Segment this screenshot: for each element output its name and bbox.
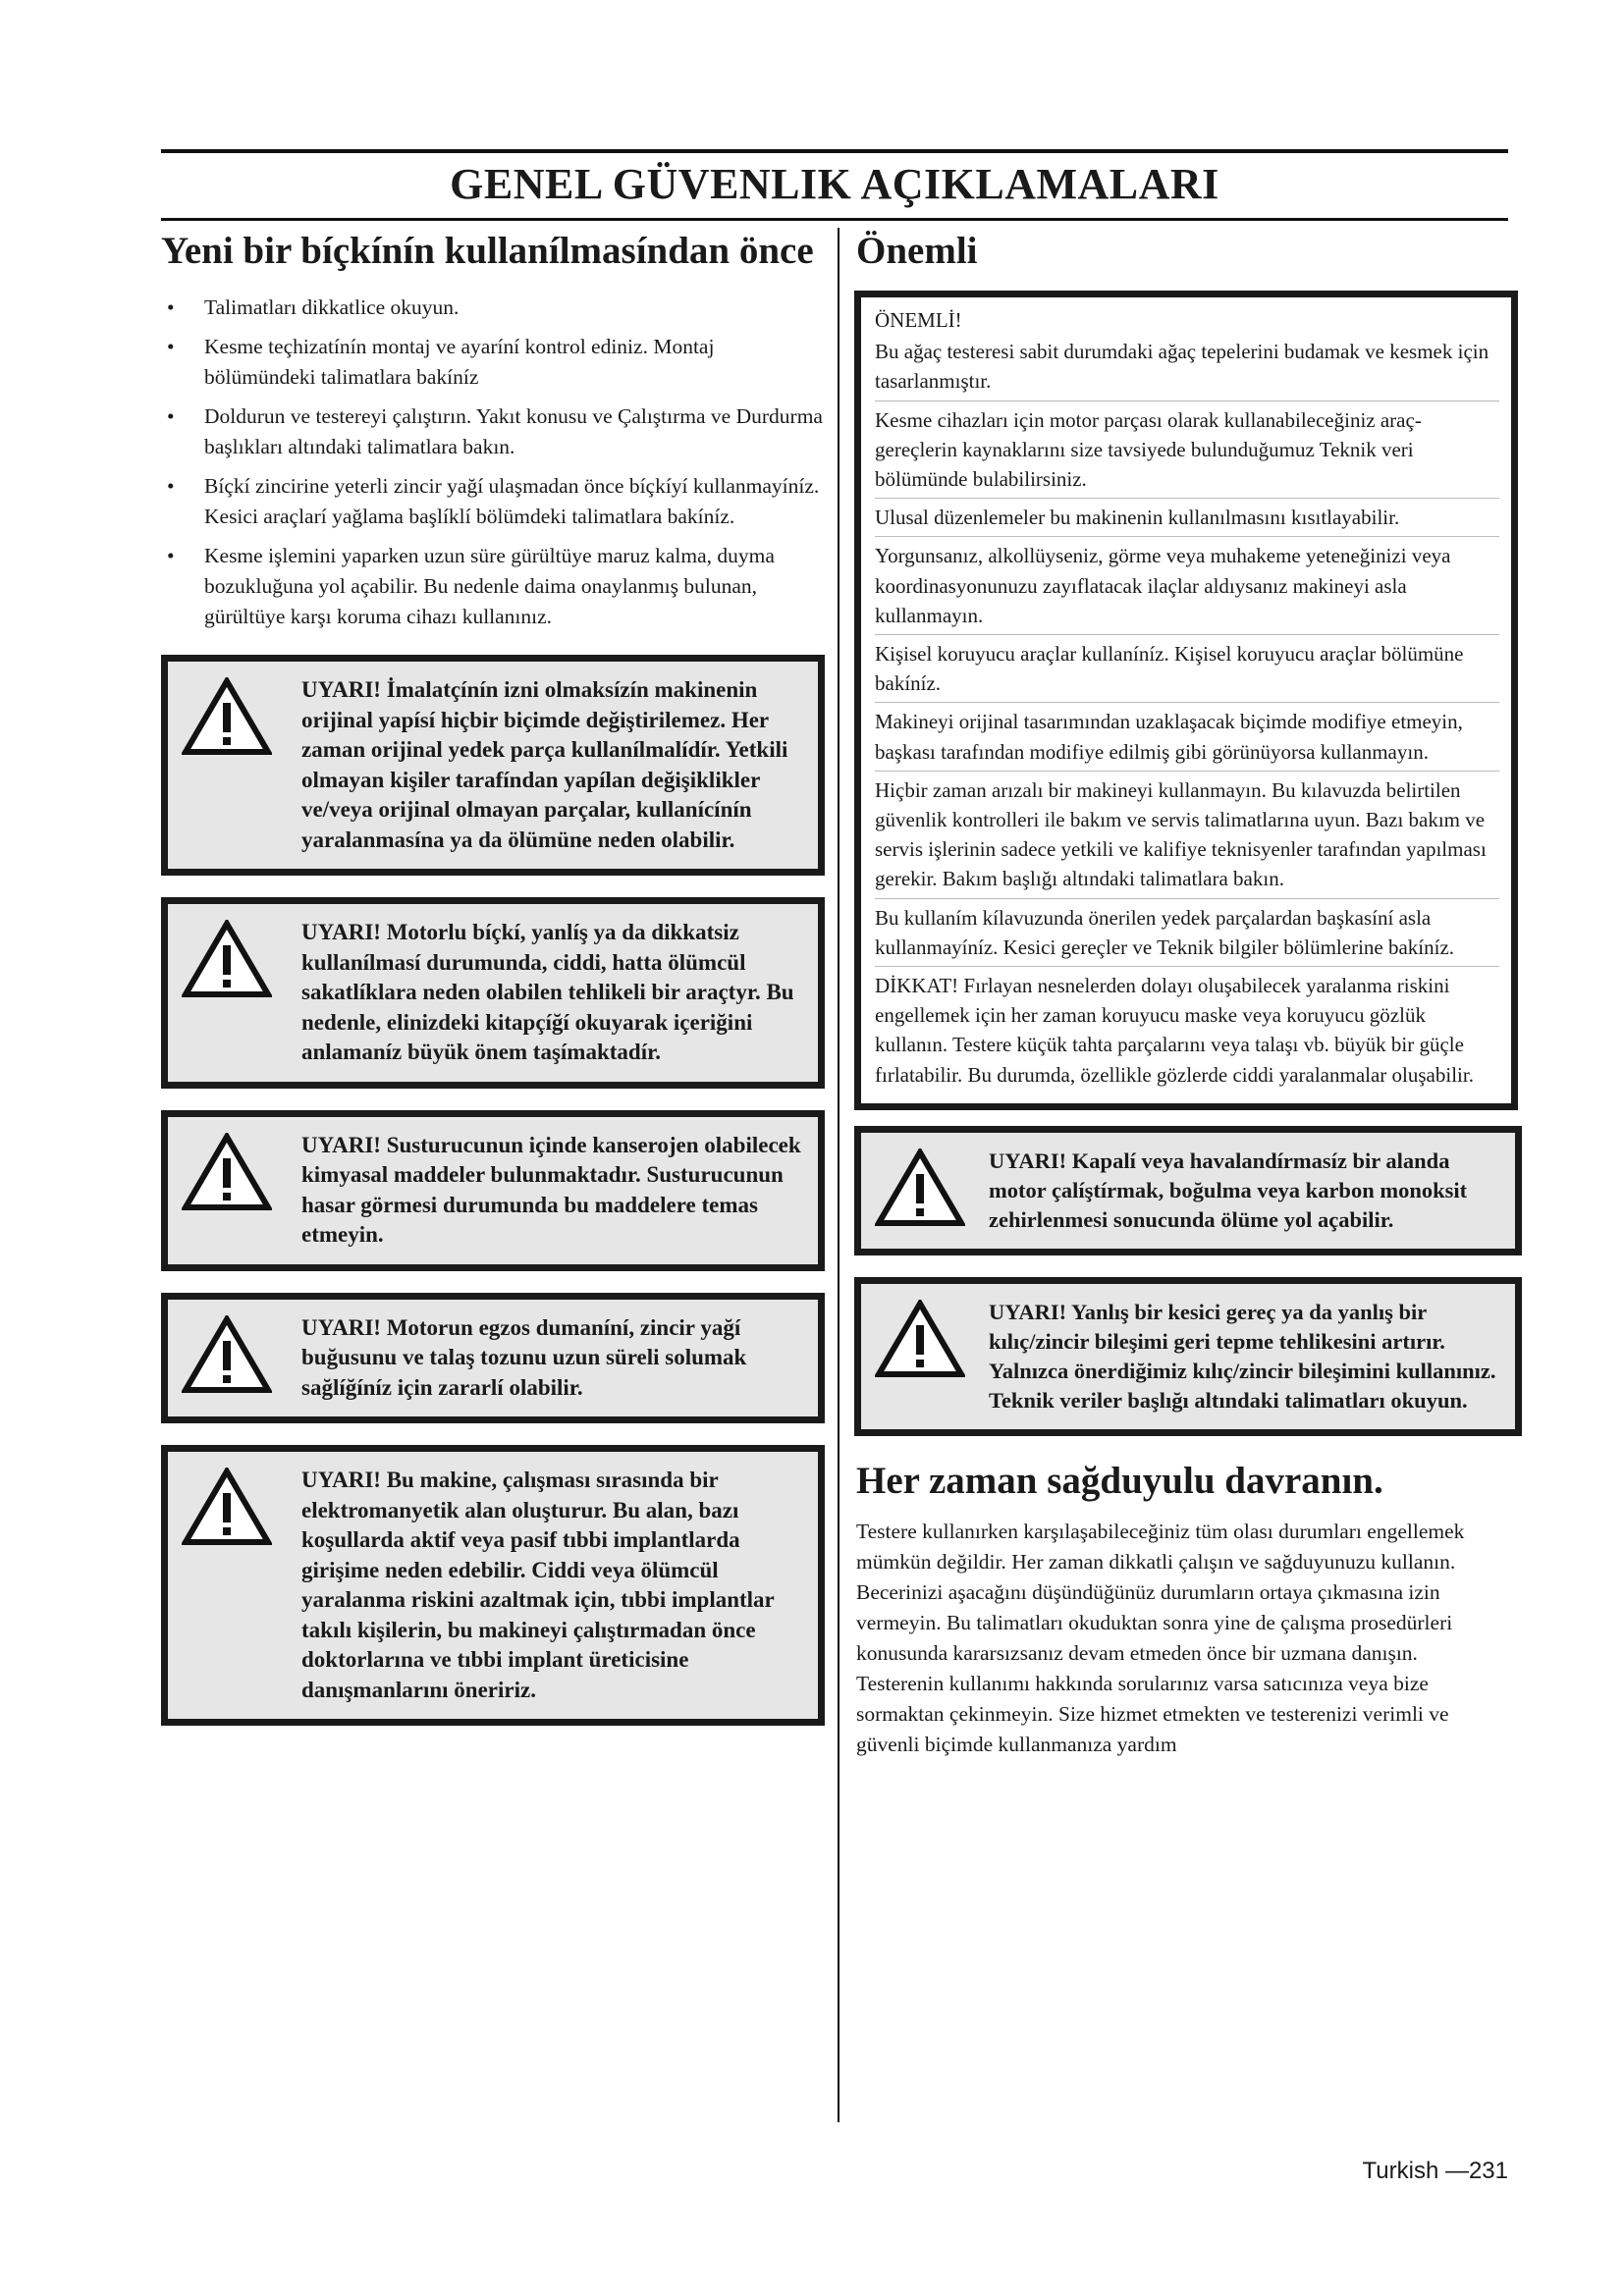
right-column [856,228,1508,1760]
important-paragraph: Bu ağaç testeresi sabit durumdaki ağaç tepelerini budamak ve kesmek için tasarlanmıştır. [875,337,1499,400]
list-item-text: Talimatları dikkatlice okuyun. [204,295,460,319]
important-paragraph: Ulusal düzenlemeler bu makinenin kullanılmasını kısıtlayabilir. [875,503,1499,537]
list-item [161,401,825,462]
important-paragraph: Makineyi orijinal tasarımından uzaklaşacak biçimde modifiye etmeyin, başkası tarafından modifiye edilmiş gibi görünüyorsa kullanmayın. [875,707,1499,771]
warning-box [161,1293,825,1424]
page-footer: Turkish —231 [1362,2158,1508,2184]
list-item-text: Kesme teçhizatínín montaj ve ayaríní kontrol ediniz. Montaj bölümündeki talimatlara bakíníz [204,335,715,389]
section-heading-important: Önemli [856,230,978,272]
bullet-icon: • [167,335,175,358]
title-rule [161,218,1508,221]
section-heading-before-use: Yeni bir bíçkínín kullanílmasíndan önce [161,230,814,272]
bullet-icon: • [167,295,175,319]
left-column [161,228,825,1747]
warning-text: UYARI! İmalatçínín izni olmaksízín makinenin orijinal yapísí hiçbir biçimde değiştirilemez. Her zaman orijinal yedek parça kullanílmalídír. Yetkili olmayan kişiler tarafíndan yapílan değişiklikler ve/veya orijinal olmayan parçalar, kullanícínín yaralanmasína ya da ölümüne neden olabilir. [301,677,788,852]
warning-box [161,655,825,876]
list-item-text: Kesme işlemini yaparken uzun süre gürültüye maruz kalma, duyma bozukluğuna yol açabilir. Bu nedenle daima onaylanmış bulunan, gürültüye karşı koruma cihazı kullanınız. [204,544,775,628]
column-divider [838,228,839,2122]
bullet-icon: • [167,544,175,567]
important-label: ÖNEMLİ! [875,308,962,332]
list-item [161,332,825,393]
warning-text: UYARI! Kapalí veya havalandírmasíz bir alanda motor çalíştírmak, boğulma veya karbon monoksit zehirlenmesi sonucunda ölüme yol açabilir. [989,1148,1468,1232]
warning-triangle-icon [182,1468,272,1546]
warning-text: UYARI! Motorun egzos dumaníní, zincir yağí buğusunu ve talaş tozunu uzun süreli solumak sağlíğíníz için zararlí olabilir. [301,1314,747,1400]
warning-triangle-icon [182,920,272,998]
important-paragraph: Hiçbir zaman arızalı bir makineyi kullanmayın. Bu kılavuzda belirtilen güvenlik kontrolleri ile bakım ve servis talimatlarına uyun. Bazı bakım ve servis işlerinin sadece yetkili ve kalifiye teknisyenler tarafından yapılması gerekir. Bakım başlığı altındaki talimatlara bakın. [875,775,1499,899]
important-paragraph: Bu kullaním kílavuzunda önerilen yedek parçalardan başkasíní asla kullanmayíníz. Kesici gereçler ve Teknik bilgiler bölümlerine bakíníz. [875,903,1499,967]
list-item-text: Bíçkí zincirine yeterli zincir yağí ulaşmadan önce bíçkíyí kullanmayíníz. Kesici araçlarí yağlama başlíklí bölümdeki talimatlara bakíníz. [204,474,820,528]
warning-text: UYARI! Susturucunun içinde kanserojen olabilecek kimyasal maddeler bulunmaktadır. Susturucunun hasar görmesi durumunda bu maddelere temas etmeyin. [301,1132,801,1247]
warning-triangle-icon [182,1133,272,1211]
warning-text: UYARI! Motorlu bíçkí, yanlíş ya da dikkatsiz kullanílmasí durumunda, ciddi, hatta ölümcül sakatlíklara neden olabilen tehlikeli bir araçtyr. Bu nedenle, elinizdeki kitapçíğí okuyarak içeriğini anlamaníz büyük önem taşímaktadír. [301,920,794,1064]
important-paragraph: DİKKAT! Fırlayan nesnelerden dolayı oluşabilecek yaralanma riskini engellemek için her zaman koruyucu maske veya koruyucu gözlük kullanın. Testere küçük tahta parçalarını veya talaşı vb. büyük bir güçle fırlatabilir. Bu durumda, özellikle gözlerde ciddi yaralanmalar oluşabilir. [875,974,1474,1087]
warning-triangle-icon [875,1148,965,1227]
warning-triangle-icon [182,677,272,756]
warning-box [161,1445,825,1726]
warning-triangle-icon [875,1300,965,1378]
top-rule [161,149,1508,153]
list-item [161,541,825,632]
warning-box [854,1126,1522,1255]
page-title: GENEL GÜVENLIK AÇIKLAMALARI [450,160,1219,208]
list-item-text: Doldurun ve testereyi çalıştırın. Yakıt konusu ve Çalıştırma ve Durdurma başlıkları altındaki talimatlara bakın. [204,404,823,458]
important-paragraph: Yorgunsanız, alkollüyseniz, görme veya muhakeme yeteneğinizi veya koordinasyonunuzu zayıflatacak ilaçlar aldıysanız makineyi asla kullanmayın. [875,541,1499,635]
warning-box [854,1277,1522,1436]
bullet-icon: • [167,404,175,428]
instruction-list [161,293,825,632]
bullet-icon: • [167,474,175,498]
common-sense-paragraph: Testere kullanırken karşılaşabileceğiniz tüm olası durumları engellemek mümkün değildir. Her zaman dikkatli çalışın ve sağduyunuzu kullanın. Becerinizi aşacağını düşündüğünüz durumların ortaya çıkmasına izin vermeyin. Bu talimatları okuduktan sonra yine de çalışma prosedürleri konusunda kararsızsanız devam etmeden önce bir uzmana danışın. Testerenin kullanımı hakkında sorularınız varsa satıcınıza veya bize sormaktan çekinmeyin. Size hizmet etmekten ve testerenizi verimli ve güvenli biçimde kullanmanıza yardım [856,1519,1465,1756]
list-item [161,471,825,532]
warning-box [161,897,825,1089]
section-heading-common-sense: Her zaman sağduyulu davranın. [856,1459,1383,1502]
important-paragraph: Kesme cihazları için motor parçası olarak kullanabileceğiniz araç-gereçlerin kaynaklarını size tavsiyede bulunduğumuz Teknik veri bölümünde bulabilirsiniz. [875,405,1499,500]
important-notice-box [854,291,1518,1110]
warning-triangle-icon [182,1315,272,1394]
important-paragraph: Kişisel koruyucu araçlar kullaníníz. Kişisel koruyucu araçlar bölümüne bakíníz. [875,639,1499,703]
warning-box [161,1110,825,1271]
warning-text: UYARI! Yanlış bir kesici gereç ya da yanlış bir kılıç/zincir bileşimi geri tepme tehlikesini artırır. Yalnızca önerdiğimiz kılıç/zincir bileşimini kullanınız. Teknik veriler başlığı altındaki talimatları okuyun. [989,1299,1496,1413]
list-item [161,293,825,323]
warning-text: UYARI! Bu makine, çalışması sırasında bir elektromanyetik alan oluşturur. Bu alan, bazı koşullarda aktif veya pasif tıbbi implantlarda girişime neden edebilir. Ciddi veya ölümcül yaralanma riskini azaltmak için, tıbbi implantlar takılı kişilerin, bu makineyi çalıştırmadan önce doktorlarına ve tıbbi implant üreticisine danışmanlarını öneririz. [301,1468,775,1702]
